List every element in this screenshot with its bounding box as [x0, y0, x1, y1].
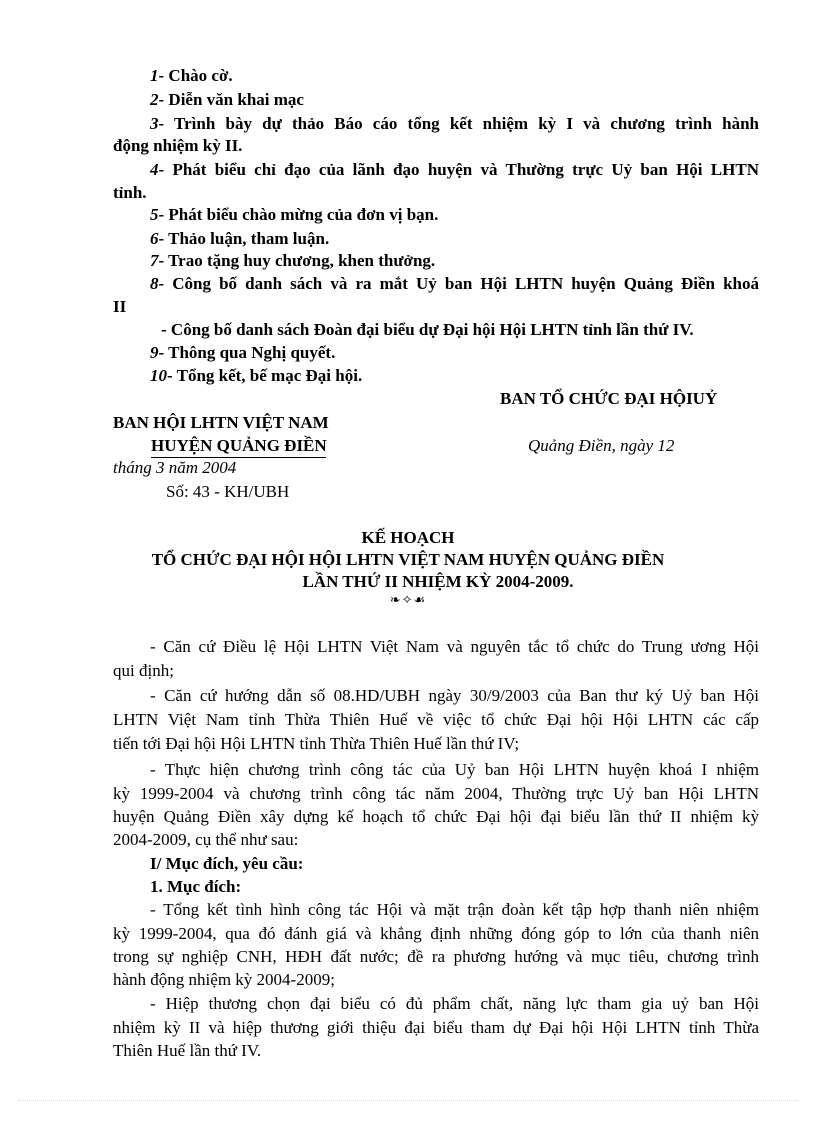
program-item-3-cont: động nhiệm kỳ II.: [113, 136, 243, 155]
program-item-10: 10- Tổng kết, bế mạc Đại hội.: [150, 366, 363, 385]
paragraph-3: - Thực hiện chương trình công tác của Uỷ ban Hội LHTN huyện khoá I nhiệm: [150, 760, 759, 779]
paragraph-4-l4: hành động nhiệm kỳ 2004-2009;: [113, 970, 335, 989]
program-item-2: 2- Diễn văn khai mạc: [150, 90, 304, 109]
paragraph-2-l3: tiến tới Đại hội Hội LHTN tỉnh Thừa Thiên Huế lần thứ IV;: [113, 734, 520, 753]
paragraph-4: - Tổng kết tình hình công tác Hội và mặt trận đoàn kết tập hợp thanh niên nhiệm: [150, 900, 759, 919]
org-name-line2: HUYỆN QUẢNG ĐIỀN: [151, 436, 327, 455]
doc-title-line3: LẦN THỨ II NHIỆM KỲ 2004-2009.: [302, 572, 574, 591]
org-name-line1: BAN HỘI LHTN VIỆT NAM: [113, 413, 329, 432]
paragraph-3-l4: 2004-2009, cụ thể như sau:: [113, 830, 299, 849]
paragraph-3-l3: huyện Quảng Điền xây dựng kế hoạch tổ chức Đại hội đại biểu lần thứ II nhiệm kỳ: [113, 807, 759, 826]
doc-title: KẾ HOẠCH: [361, 528, 455, 547]
paragraph-5-l2: nhiệm kỳ II và hiệp thương giới thiệu đại biểu tham dự Đại hội Hội LHTN tỉnh Thừa: [113, 1018, 759, 1037]
program-item-4-cont: tỉnh.: [113, 183, 147, 202]
doc-title-line2: TỔ CHỨC ĐẠI HỘI HỘI LHTN VIỆT NAM HUYỆN QUẢNG ĐIỀN: [151, 550, 665, 569]
paragraph-1-cont: qui định;: [113, 661, 174, 680]
paragraph-5-l3: Thiên Huế lần thứ IV.: [113, 1041, 262, 1060]
page-bottom-rule: [18, 1100, 798, 1101]
program-item-3: 3- Trình bày dự thảo Báo cáo tổng kết nhiệm kỳ I và chương trình hành: [150, 114, 759, 133]
section-heading-1: I/ Mục đích, yêu cầu:: [150, 854, 304, 873]
paragraph-2-l2: LHTN Việt Nam tỉnh Thừa Thiên Huế về việc tổ chức Đại hội Hội LHTN các cấp: [113, 710, 759, 729]
program-item-4: 4- Phát biểu chỉ đạo của lãnh đạo huyện và Thường trực Uỷ ban Hội LHTN: [150, 160, 759, 179]
program-item-1: 1- Chào cờ.: [150, 66, 233, 85]
ornament-divider: ❧✧☙: [389, 592, 427, 607]
paragraph-3-l2: kỳ 1999-2004 và chương trình công tác năm 2004, Thường trực Uỷ ban Hội LHTN: [113, 784, 759, 803]
program-item-8-sub: - Công bố danh sách Đoàn đại biểu dự Đại hội Hội LHTN tỉnh lần thứ IV.: [161, 320, 694, 339]
paragraph-5: - Hiệp thương chọn đại biểu có đủ phẩm chất, năng lực tham gia uỷ ban Hội: [150, 994, 759, 1013]
program-item-7: 7- Trao tặng huy chương, khen thưởng.: [150, 251, 436, 270]
paragraph-4-l2: kỳ 1999-2004, qua đó đánh giá và khẳng định những đóng góp to lớn của thanh niên: [113, 924, 759, 943]
program-item-9: 9- Thông qua Nghị quyết.: [150, 343, 336, 362]
paragraph-1: - Căn cứ Điều lệ Hội LHTN Việt Nam và nguyên tắc tổ chức do Trung ương Hội: [150, 637, 759, 656]
document-number: Số: 43 - KH/UBH: [166, 482, 290, 501]
program-item-8: 8- Công bố danh sách và ra mắt Uỷ ban Hội LHTN huyện Quảng Điền khoá: [150, 274, 759, 293]
paragraph-2: - Căn cứ hướng dẫn số 08.HD/UBH ngày 30/9/2003 của Ban thư ký Uỷ ban Hội: [150, 686, 759, 705]
subsection-heading-1: 1. Mục đích:: [150, 877, 242, 896]
organizer-signature: BAN TỔ CHỨC ĐẠI HỘIUỶ: [500, 389, 718, 408]
date-line-cont: tháng 3 năm 2004: [113, 458, 237, 477]
date-line: Quảng Điền, ngày 12: [528, 436, 675, 455]
program-item-8-cont: II: [113, 297, 127, 316]
program-item-6: 6- Thảo luận, tham luận.: [150, 229, 330, 248]
paragraph-4-l3: trong sự nghiệp CNH, HĐH đất nước; đề ra phương hướng và mục tiêu, chương trình: [113, 947, 759, 966]
program-item-5: 5- Phát biểu chào mừng của đơn vị bạn.: [150, 205, 439, 224]
